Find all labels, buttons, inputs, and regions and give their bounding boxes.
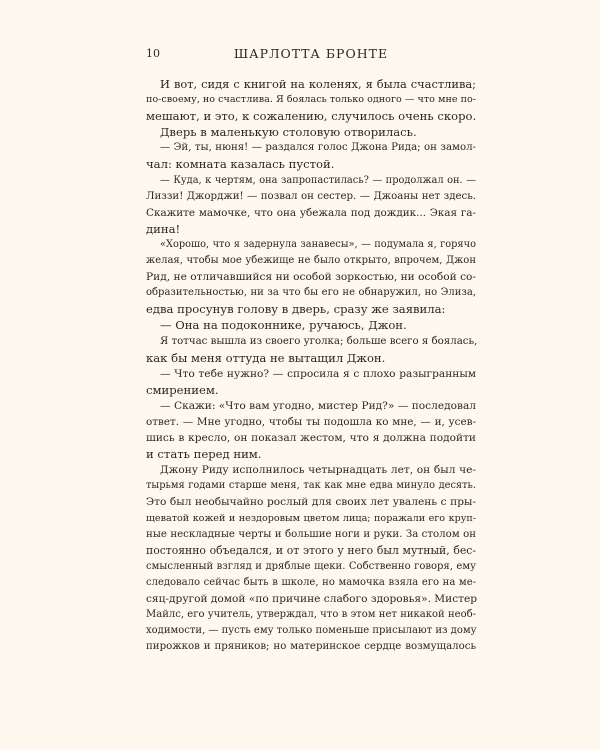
- text-line: чал: комната казалась пустой.: [146, 157, 335, 172]
- text-line: дина!: [146, 221, 181, 236]
- text-line: Лиззи! Джорджи! — позвал он сестер. — Джоаны нет здесь.: [146, 190, 476, 202]
- page-number: 10: [146, 47, 160, 60]
- text-line: тырьмя годами старше меня, так как мне едва минуло десять.: [146, 480, 476, 492]
- text-line: Джону Риду исполнилось четырнадцать лет, он был че-: [160, 464, 476, 477]
- text-line: И вот, сидя с книгой на коленях, я была счастлива;: [160, 77, 476, 91]
- text-line: — Скажи: «Что вам угодно, мистер Рид?» — последовал: [160, 399, 476, 412]
- text-line: смысленный взгляд и дряблые щеки. Собственно говоря, ему: [146, 560, 476, 572]
- text-line: щеватой кожей и нездоровым цветом лица; поражали его круп-: [146, 512, 476, 524]
- text-line: — Она на подоконнике, ручаюсь, Джон.: [160, 318, 407, 333]
- text-line: «Хорошо, что я задернула занавесы», — подумала я, горячо: [160, 238, 476, 250]
- text-line: сяц-другой домой «по причине слабого здоровья». Мистер: [146, 593, 478, 605]
- text-line: Майлс, его учитель, утверждал, что в этом нет никакой необ-: [146, 609, 476, 621]
- text-line: как бы меня оттуда не вытащил Джон.: [146, 350, 386, 365]
- text-line: Это был необычайно рослый для своих лет увалень с пры-: [146, 496, 476, 509]
- text-line: следовало сейчас быть в школе, но мамочка взяла его на ме-: [146, 576, 476, 588]
- text-line: и стать перед ним.: [146, 447, 262, 462]
- text-line: образительностью, ни за что бы его не обнаружил, но Элиза,: [146, 287, 476, 299]
- text-line: — Что тебе нужно? — спросила я с плохо разыгранным: [160, 367, 476, 380]
- text-line: ответ. — Мне угодно, чтобы ты подошла ко мне, — и, усев-: [146, 415, 476, 428]
- text-line: — Эй, ты, нюня! — раздался голос Джона Рида; он замол-: [160, 142, 476, 154]
- text-line: Рид, не отличавшийся ни особой зоркостью, ни особой со-: [146, 271, 476, 284]
- text-line: — Куда, к чертям, она запропастилась? — продолжал он. —: [160, 174, 476, 186]
- text-line: Я тотчас вышла из своего уголка; больше всего я боялась,: [160, 335, 478, 347]
- text-line: едва просунув голову в дверь, сразу же заявила:: [146, 302, 446, 317]
- text-line: желая, чтобы мое убежище не было открыто, впрочем, Джон: [146, 255, 476, 267]
- text-line: пирожков и пряников; но материнское сердце возмущалось: [146, 641, 476, 653]
- text-line: ные нескладные черты и большие ноги и руки. За столом он: [146, 528, 476, 540]
- body-text: [146, 76, 476, 655]
- text-line: мешают, и это, к сожалению, случилось очень скоро.: [146, 109, 477, 124]
- running-title: ШАРЛОТТА БРОНТЕ: [233, 46, 389, 61]
- text-line: смирением.: [146, 382, 219, 397]
- page-header: [146, 46, 476, 64]
- text-line: ходимости, — пусть ему только поменьше присылают из дому: [146, 625, 477, 637]
- text-line: по-своему, но счастлива. Я боялась только одного — что мне по-: [146, 94, 476, 106]
- text-line: шись в кресло, он показал жестом, что я должна подойти: [146, 432, 476, 445]
- text-line: Дверь в маленькую столовую отворилась.: [160, 125, 417, 140]
- text-line: постоянно объедался, и от этого у него был мутный, бес-: [146, 543, 476, 557]
- text-line: Скажите мамочке, что она убежала под дождик... Экая га-: [146, 206, 476, 219]
